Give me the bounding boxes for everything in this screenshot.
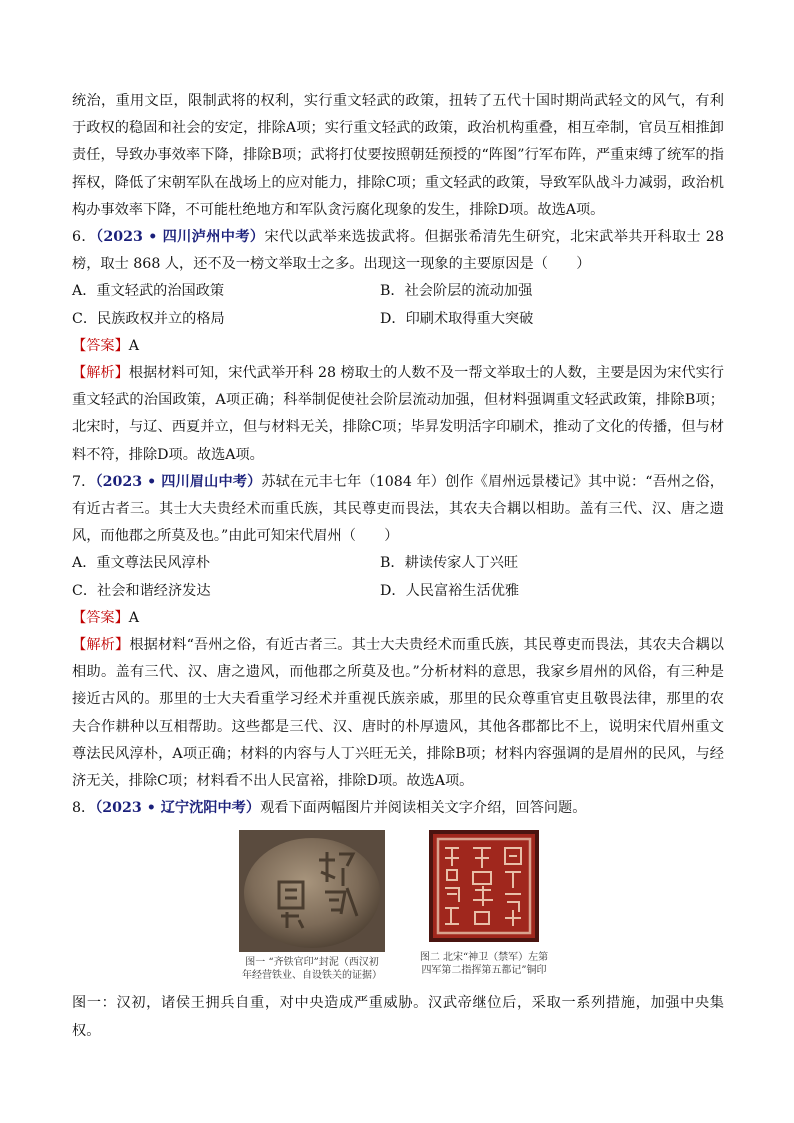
bronze-seal-image [429, 830, 539, 942]
option-a: A．重文尊法民风淳朴 [72, 555, 210, 572]
question-stem: 观看下面两幅图片并阅读相关文字介绍，回答问题。 [260, 800, 587, 817]
analysis-paragraph [72, 632, 724, 795]
analysis-label: 【解析】 [72, 365, 129, 382]
question-stem: 苏轼在元丰七年（1084 年）创作《眉州远景楼记》其中说：“吾州之俗，有近古者三。其士大夫贵经术而重氏族，其民尊吏而畏法，其农夫合耦以相助。盖有三代、汉、唐之遗风，而他郡之所莫及也。”由此可知宋代眉州（ ） [72, 473, 724, 545]
figure-2 [404, 830, 564, 977]
answer-value: A [128, 337, 140, 354]
figure-area [72, 828, 724, 988]
clay-seal-image [239, 830, 385, 952]
option-b: B．耕读传家人丁兴旺 [380, 555, 519, 572]
option-d: D．人民富裕生活优雅 [380, 582, 520, 599]
figure-1 [232, 830, 392, 982]
figure-1-caption-line-2: 年经营铁业、自设铁关的证据） [242, 970, 382, 982]
figure-2-caption-line-1: 图二 北宋“神卫（禁军）左第 [419, 952, 549, 964]
analysis-paragraph [72, 360, 724, 469]
options-row [72, 550, 724, 577]
answer-value: A [128, 609, 140, 626]
figure-1-description: 图一：汉初，诸侯王拥兵自重，对中央造成严重威胁。汉武帝继位后，采取一系列措施，加强中央集权。 [72, 995, 724, 1039]
question-source: （2023 • 四川泸州中考） [95, 229, 265, 246]
option-d: D．印刷术取得重大突破 [380, 310, 534, 327]
paragraph-continued-analysis: 统治，重用文臣，限制武将的权利，实行重文轻武的政策，扭转了五代十国时期尚武轻文的风气，有利于政权的稳固和社会的安定，排除A项；实行重文轻武的政策，政治机构重叠，相互牵制，官员互相推卸责任，导致办事效率下降，排除B项；武将打仗要按照朝廷预授的“阵图”行军布阵，严重束缚了统军的指挥权，降低了宋朝军队在战场上的应对能力，排除C项；重文轻武的政策，导致军队战斗力减弱，政治机构办事效率下降，不可能杜绝地方和军队贪污腐化现象的发生，排除D项。故选A项。 [72, 93, 724, 218]
question-stem: 宋代以武举来选拔武将。但据张希清先生研究，北宋武举共开科取士 28 榜，取士 868 人，还不及一榜文举取士之多。出现这一现象的主要原因是（ ） [72, 229, 724, 273]
analysis-text: 根据材料可知，宋代武举开科 28 榜取士的人数不及一帮文举取士的人数，主要是因为宋代实行重文轻武的治国政策，A项正确；科举制促使社会阶层流动加强，但材料强调重文轻武政策，排除B项；北宋时，与辽、西夏并立，但与材料无关，排除C项；毕昇发明活字印刷术，推动了文化的传播，但与材料不符，排除D项。故选A项。 [72, 365, 724, 463]
analysis-label: 【解析】 [72, 637, 130, 654]
figure-2-caption-line-2: 四军第二指挥第五都记”铜印 [421, 965, 547, 977]
answer-label: 【答案】 [72, 609, 129, 626]
question-source: （2023 • 四川眉山中考） [95, 473, 262, 490]
options-row [72, 278, 724, 305]
question-8 [72, 795, 724, 822]
question-number: 8． [72, 800, 96, 817]
answer-label: 【答案】 [72, 337, 129, 354]
document-page [72, 88, 724, 1045]
question-7 [72, 469, 724, 551]
options-row [72, 578, 724, 605]
analysis-text: 根据材料“吾州之俗，有近古者三。其士大夫贵经术而重氏族，其民尊吏而畏法，其农夫合耦以相助。盖有三代、汉、唐之遗风，而他郡之所莫及也。”分析材料的意思，我家乡眉州的风俗，有三种是接近古风的。那里的士大夫看重学习经术并重视氏族亲戚，那里的民众尊重官吏且敬畏法律，那里的农夫合作耕种以互相帮助。这些都是三代、汉、唐时的朴厚遗风，其他各郡都比不上，说明宋代眉州重文尊法民风淳朴，A项正确；材料的内容与人丁兴旺无关，排除B项；材料内容强调的是眉州的民风，与经济无关，排除C项；材料看不出人民富裕，排除D项。故选A项。 [72, 637, 724, 790]
answer-line [72, 333, 724, 360]
question-6 [72, 224, 724, 278]
figure-1-caption-line-1: 图一 “齐铁官印”封泥（西汉初 [245, 957, 379, 969]
options-row [72, 306, 724, 333]
option-c: C．民族政权并立的格局 [72, 310, 225, 327]
question-number: 6． [72, 229, 96, 246]
option-b: B．社会阶层的流动加强 [380, 283, 533, 300]
question-number: 7． [72, 473, 96, 490]
question-source: （2023 • 辽宁沈阳中考） [95, 800, 261, 817]
option-a: A．重文轻武的治国政策 [72, 283, 225, 300]
option-c: C．社会和谐经济发达 [72, 582, 211, 599]
answer-line [72, 605, 724, 632]
